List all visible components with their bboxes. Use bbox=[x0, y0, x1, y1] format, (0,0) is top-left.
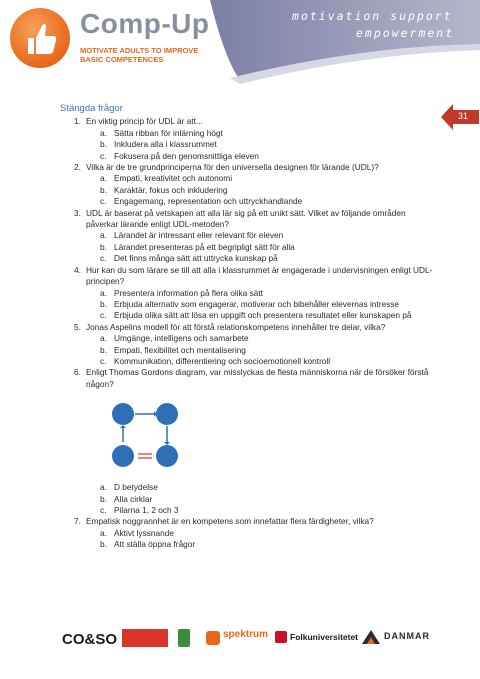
option bbox=[100, 482, 440, 493]
folkuniversitetet-logo: Folkuniversitetet bbox=[290, 632, 359, 642]
question-number: 4. bbox=[74, 264, 81, 275]
red-badge-logo bbox=[122, 629, 168, 647]
option-letter: c. bbox=[100, 253, 107, 264]
option-letter: c. bbox=[100, 355, 107, 366]
question-text: Enligt Thomas Gordons diagram, var misslyckas de flesta människorna när de försöker förstå någon? bbox=[86, 367, 429, 389]
option-letter: a. bbox=[100, 127, 107, 138]
question-text: UDL är baserat på vetskapen att alla lär sig på ett unikt sätt. Vilket av följande områden påverkar lärande enligt UDL-metoden? bbox=[86, 207, 406, 230]
option bbox=[100, 230, 440, 241]
option bbox=[100, 356, 440, 367]
questions-section bbox=[60, 103, 440, 551]
brand-tagline bbox=[80, 46, 230, 64]
option-text: Det finns många sätt att uttrycka kunskap på bbox=[114, 253, 278, 264]
question-number: 5. bbox=[74, 321, 81, 332]
tagline-line-1: MOTIVATE ADULTS TO IMPROVE bbox=[80, 46, 199, 55]
option bbox=[100, 494, 440, 505]
question-number: 3. bbox=[74, 207, 81, 218]
page-number: 31 bbox=[457, 111, 468, 121]
option-text: Pilarna 1, 2 och 3 bbox=[114, 504, 179, 515]
option-letter: c. bbox=[100, 196, 107, 207]
option-letter: b. bbox=[100, 344, 107, 355]
brand-name: Comp-Up bbox=[80, 8, 210, 39]
option-letter: a. bbox=[100, 482, 107, 493]
option-text: Presentera information på flera olika sätt bbox=[114, 287, 263, 298]
option-text: Erbjuda alternativ som engagerar, motiverar och bibehåller elevernas intresse bbox=[114, 298, 400, 309]
question-number: 2. bbox=[74, 162, 81, 173]
option-text: Empati, kreativitet och autonomi bbox=[114, 173, 233, 184]
question-7 bbox=[74, 516, 440, 527]
option-text: Inkludera alla i klassrummet bbox=[114, 139, 217, 150]
question-3 bbox=[74, 208, 440, 231]
question-text: Jonas Aspelins modell för att förstå relationskompetens innehåller tre delar, vilka? bbox=[86, 321, 386, 332]
option bbox=[100, 345, 440, 356]
option-text: Fokusera på den genomsnittliga eleven bbox=[114, 150, 259, 161]
option-text: Sätta ribban för inlärning högt bbox=[114, 127, 223, 138]
option-letter: c. bbox=[100, 150, 107, 161]
option-text: Engagemang, representation och uttryckhandlande bbox=[114, 196, 303, 207]
option-letter: c. bbox=[100, 310, 107, 321]
option-text: Lärandet presenteras på ett begripligt sätt för alla bbox=[114, 241, 295, 252]
danmar-logo-icon bbox=[362, 630, 380, 644]
option-letter: a. bbox=[100, 333, 107, 344]
section-title: Stängda frågor bbox=[60, 103, 123, 114]
option bbox=[100, 310, 440, 321]
option-letter: a. bbox=[100, 287, 107, 298]
question-1 bbox=[74, 116, 440, 127]
option-text: D betydelse bbox=[114, 482, 158, 493]
option-letter: b. bbox=[100, 241, 107, 252]
option-text: Alla cirklar bbox=[114, 493, 153, 504]
danmar-logo: DANMAR bbox=[384, 631, 430, 641]
tagline-line-2: BASIC COMPETENCES bbox=[80, 55, 164, 64]
option bbox=[100, 173, 440, 184]
option-letter: b. bbox=[100, 298, 107, 309]
motto-line-2: empowerment bbox=[356, 26, 455, 40]
question-text: Empatisk noggrannhet är en kompetens som innefattar flera färdigheter, vilka? bbox=[86, 516, 374, 527]
question-text: Hur kan du som lärare se till att alla i klassrummet är engagerade i undervisningen enligt UDL-principen? bbox=[86, 264, 433, 287]
folkuniversitetet-logo-icon bbox=[275, 631, 287, 643]
option-text: Kommunikation, differentiering och socioemotionell kontroll bbox=[114, 355, 331, 366]
question-5 bbox=[74, 322, 440, 333]
header-banner bbox=[0, 0, 480, 90]
option bbox=[100, 196, 440, 207]
option-letter: a. bbox=[100, 230, 107, 241]
thumbs-up-logo-icon bbox=[10, 8, 70, 68]
option bbox=[100, 128, 440, 139]
option-letter: b. bbox=[100, 184, 107, 195]
question-2 bbox=[74, 162, 440, 173]
question-number: 7. bbox=[74, 516, 81, 527]
option-text: Erbjuda olika sätt att lösa en uppgift och presentera resultatet eller kunskapen på bbox=[114, 310, 412, 321]
option bbox=[100, 288, 440, 299]
question-4 bbox=[74, 265, 440, 288]
option-text: Umgänge, intelligens och samarbete bbox=[114, 333, 249, 344]
footer-logos bbox=[0, 625, 480, 655]
option-text: Aktivt lyssnande bbox=[114, 527, 174, 538]
spektrum-logo: spektrum bbox=[223, 629, 269, 640]
option-text: Karaktär, fokus och inkludering bbox=[114, 184, 228, 195]
option bbox=[100, 505, 440, 516]
option-letter: b. bbox=[100, 539, 107, 550]
option bbox=[100, 539, 440, 550]
option bbox=[100, 242, 440, 253]
gordon-diagram bbox=[110, 402, 180, 468]
question-text: Vilka är de tre grundprinciperna för den universella designen för lärande (UDL)? bbox=[86, 162, 379, 173]
question-number: 1. bbox=[74, 116, 81, 127]
spektrum-logo-icon bbox=[206, 631, 220, 645]
coso-logo: CO&SO bbox=[62, 631, 118, 648]
question-number: 6. bbox=[74, 367, 81, 378]
option bbox=[100, 139, 440, 150]
option bbox=[100, 333, 440, 344]
question-text: En viktig princip för UDL är att... bbox=[86, 116, 203, 127]
option-text: Att ställa öppna frågor bbox=[114, 539, 196, 550]
option-letter: b. bbox=[100, 139, 107, 150]
option bbox=[100, 299, 440, 310]
option-letter: c. bbox=[100, 504, 107, 515]
option bbox=[100, 528, 440, 539]
option-text: Empati, flexibilitet och mentalisering bbox=[114, 344, 246, 355]
option-letter: a. bbox=[100, 173, 107, 184]
option-letter: a. bbox=[100, 527, 107, 538]
option-letter: b. bbox=[100, 493, 107, 504]
option bbox=[100, 185, 440, 196]
green-figure-logo-icon bbox=[178, 629, 190, 647]
option-text: Lärandet är intressant eller relevant för eleven bbox=[114, 230, 284, 241]
motto-line-1: motivation support bbox=[292, 9, 453, 23]
option bbox=[100, 151, 440, 162]
option bbox=[100, 253, 440, 264]
question-6 bbox=[74, 367, 440, 390]
